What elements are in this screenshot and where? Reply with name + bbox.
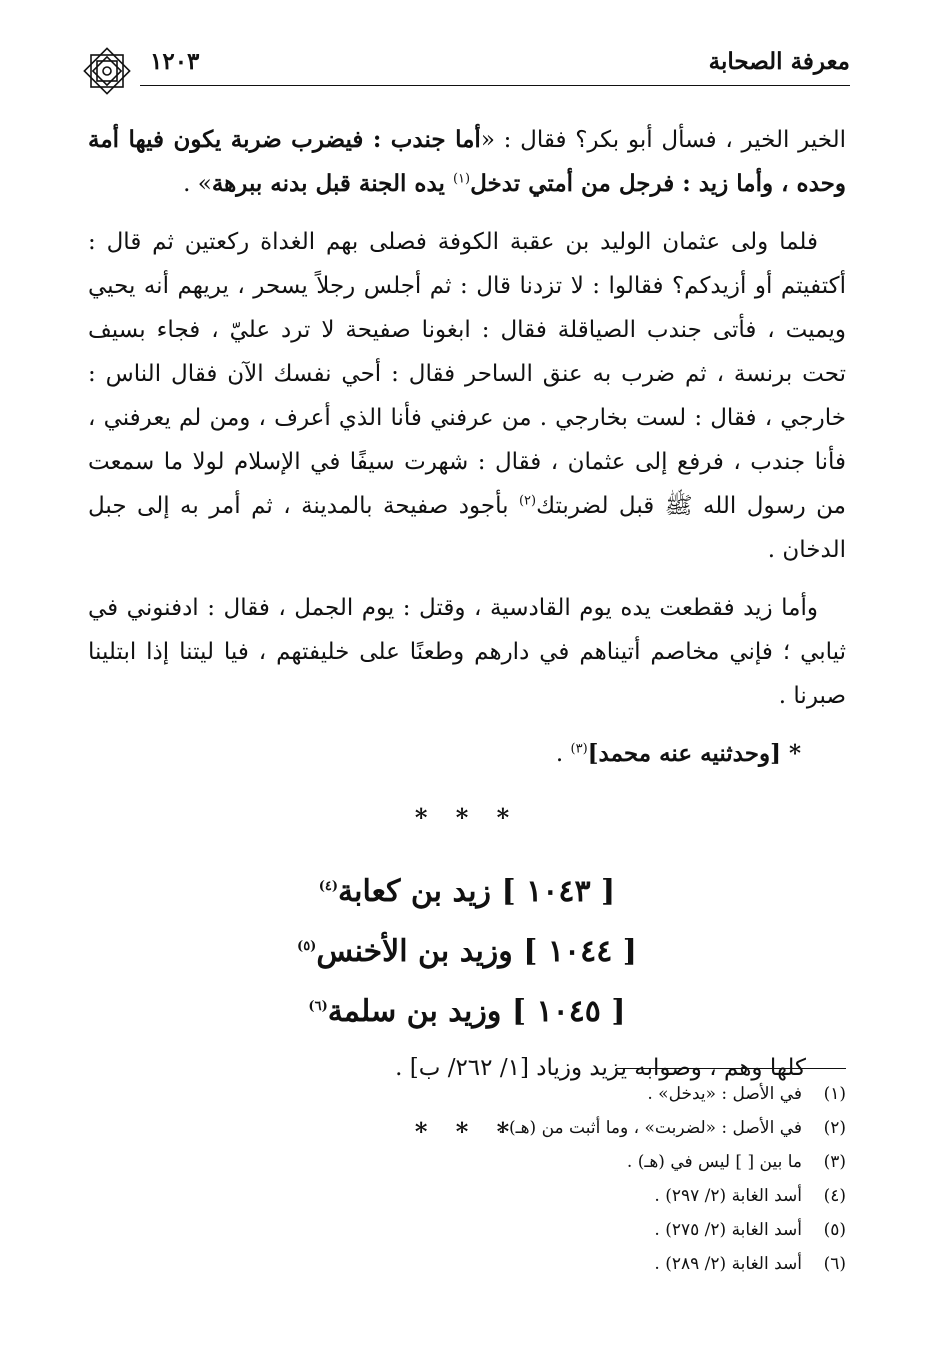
paragraph: [88, 118, 846, 206]
remark: كلها وهم ، وصوابه يزيد وزياد [١/ ٢٦٢/ ب] .: [395, 1055, 806, 1081]
footnote-ref: (١): [452, 171, 471, 187]
footnote-number: (٤): [823, 1186, 846, 1206]
footnote: [88, 1077, 846, 1111]
header-rule: [140, 85, 850, 86]
running-header: [80, 40, 850, 86]
footnote-number: (٢): [823, 1118, 846, 1138]
text-segment: الخير الخير ، فسأل أبو بكر؟ فقال : «: [480, 127, 846, 153]
page-number: ١٢٠٣: [150, 48, 200, 75]
footnote: [88, 1213, 846, 1247]
footnote-text: في الأصل : «يدخل» .: [647, 1084, 802, 1104]
footnote-number: (٦): [823, 1254, 846, 1274]
footnote-text: في الأصل : «لضربت» ، وما أثبت من (هـ) .: [498, 1118, 802, 1138]
text-segment: يده الجنة قبل بدنه ببرهة: [211, 170, 453, 197]
entry-heading: [88, 862, 846, 922]
main-text: [88, 118, 846, 1176]
footnote-ref: (٦): [308, 999, 328, 1014]
paragraph: [88, 220, 846, 572]
text-segment: وأما زيد فقطعت يده يوم القادسية ، وقتل : يوم الجمل ، فقال : ادفنوني في ثيابي ؛ فإني مخاصم أتيناهم في دارهم وطعنًا على خليفتهم ، فيا ليتنا إذا ابتلينا صبرنا .: [88, 595, 846, 709]
footnotes: [88, 1068, 846, 1281]
footnote: [88, 1247, 846, 1281]
entry-number: [ ١٠٤٥ ]: [501, 994, 626, 1029]
footnote-text: أسد الغابة (٢/ ٢٩٧) .: [654, 1186, 802, 1206]
footnote: [88, 1111, 846, 1145]
footnote-number: (١): [823, 1084, 846, 1104]
footnote-ref: (٥): [297, 939, 317, 954]
footnote-number: (٥): [823, 1220, 846, 1240]
text-segment: » .: [183, 171, 212, 197]
footnote-ref: (٢): [518, 493, 537, 509]
entry-name: زيد بن كعابة: [338, 874, 492, 909]
text-segment: أما جندب : فيضرب ضربة يكون فيها أمة وحده ، وأما زيد : فرجل من أمتي تدخل: [88, 126, 846, 197]
entry-heading: [88, 922, 846, 982]
entry-name: وزيد بن سلمة: [327, 994, 502, 1029]
entry-name: وزيد بن الأخنس: [316, 934, 513, 969]
footnote: [88, 1145, 846, 1179]
footnote-text: أسد الغابة (٢/ ٢٧٥) .: [654, 1220, 802, 1240]
entry-number: [ ١٠٤٤ ]: [512, 934, 637, 969]
footnote-number: (٣): [823, 1152, 846, 1172]
paragraph: [88, 586, 846, 718]
footnote-text: ما بين [ ] ليس في (هـ) .: [626, 1152, 802, 1172]
entry-heading: [88, 982, 846, 1042]
section-separator-end: * * *: [414, 1117, 520, 1146]
footnote: [88, 1179, 846, 1213]
text-segment: بأجود صفيحة بالمدينة ، ثم أمر به إلى جبل الدخان .: [88, 493, 846, 563]
footnote-text: أسد الغابة (٢/ ٢٨٩) .: [654, 1254, 802, 1274]
footnote-ref: (٤): [318, 879, 339, 894]
chain-note: * [وحدثنيه عنه محمد]$^{(٣)}$ .: [555, 740, 801, 767]
text-segment: فلما ولى عثمان الوليد بن عقبة الكوفة فصلى بهم الغداة ركعتين ثم قال : أكتفيتم أو أزيدكم؟ فقالوا : لا تزدنا قال : ثم أجلس رجلاً يسحر ، يريهم أنه يحيي ويميت ، فأتى جندب الصياقلة فقال : ابغونا صفيحة لا ترد عليّ ، فجاء بسيف تحت برنسة ، ثم ضرب به عنق الساحر فقال : أحي نفسك الآن فقال الناس : خارجي ، فقال : لست بخارجي . من عرفني فأنا الذي أعرف ، ومن لم يعرفني ، فأنا جندب ، فرفع إلى عثمان ، فقال : شهرت سيفًا في الإسلام لولا ما سمعت من رسول الله ﷺ قبل لضربتك: [88, 229, 846, 519]
entry-list: [88, 862, 846, 1042]
entry-number: [ ١٠٤٣ ]: [491, 874, 616, 909]
star-ornament-icon: [78, 42, 136, 100]
section-separator: * * *: [414, 803, 520, 832]
running-title: معرفة الصحابة: [708, 48, 850, 75]
footnote-rule: [616, 1068, 846, 1069]
